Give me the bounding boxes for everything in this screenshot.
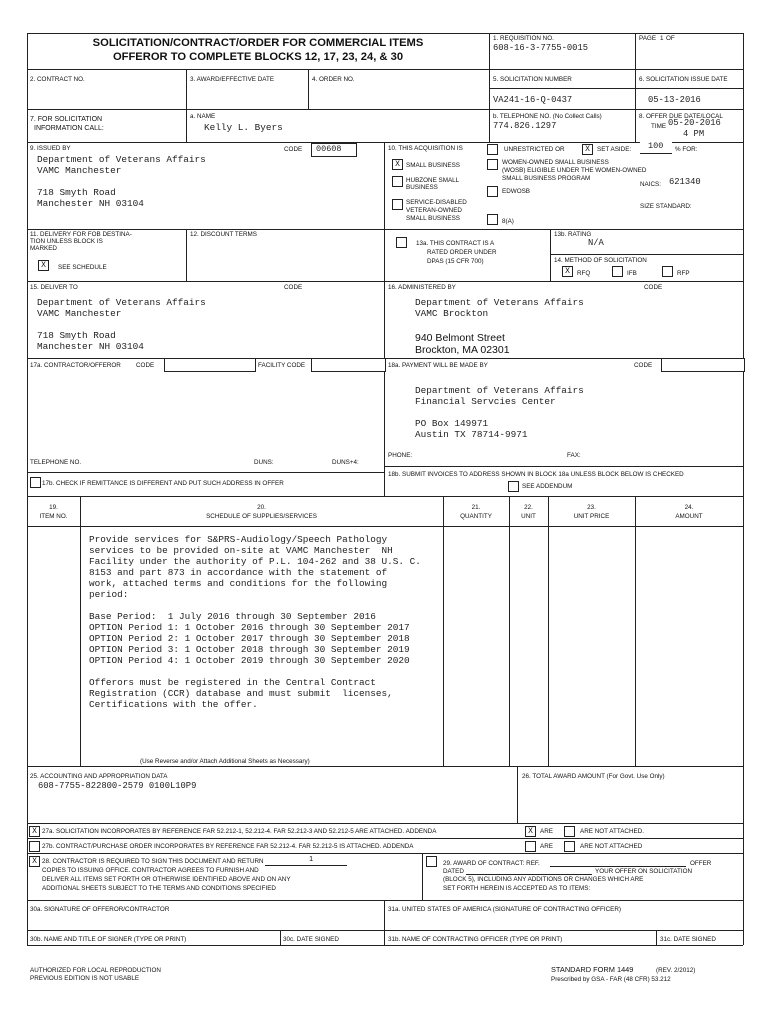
clause-28-checkbox[interactable]: X <box>29 856 40 867</box>
wosb-label-2: (WOSB) ELIGIBLE UNDER THE WOMEN-OWNED <box>502 167 647 174</box>
info-call-label-2: INFORMATION CALL: <box>34 125 104 132</box>
clause-28-copies[interactable]: 1 <box>309 854 314 863</box>
deliver-to-line-4: 718 Smyth Road <box>37 330 116 341</box>
wosb-checkbox[interactable] <box>487 159 498 170</box>
deliver-to-line-1: Department of Veterans Affairs <box>37 297 206 308</box>
sig-30a-label: 30a. SIGNATURE OF OFFEROR/CONTRACTOR <box>30 906 170 913</box>
prescribed-by: Prescribed by GSA - FAR (48 CFR) 53.212 <box>551 976 671 983</box>
rfq-label: RFQ <box>577 270 591 277</box>
deliver-to-line-5: Manchester NH 03104 <box>37 341 144 352</box>
clause-29-line3: (BLOCK 5), INCLUDING ANY ADDITIONS OR CHANGES WHICH ARE <box>443 876 644 883</box>
rfp-checkbox[interactable] <box>662 266 673 277</box>
col-unit-label: UNIT <box>521 513 536 520</box>
unrestricted-checkbox[interactable] <box>487 144 498 155</box>
payment-line-2: Financial Servcies Center <box>415 396 556 407</box>
schedule-line: services to be provided on-site at VAMC Manchester NH <box>89 545 393 556</box>
sig-30b-label: 30b. NAME AND TITLE OF SIGNER (TYPE OR PRINT) <box>30 936 187 943</box>
clause-28-line4: ADDITIONAL SHEETS SUBJECT TO THE TERMS AND CONDITIONS SPECIFIED <box>42 885 276 892</box>
requisition-label: 1. REQUISITION NO. <box>493 35 554 42</box>
solicitation-no-label: 5. SOLICITATION NUMBER <box>493 76 572 83</box>
clause-29-dated: DATED <box>443 868 464 875</box>
col-unit-num: 22. <box>524 504 533 511</box>
schedule-footnote: (Use Reverse and/or Attach Additional Sheets as Necessary) <box>140 758 310 765</box>
duns-label: DUNS: <box>254 459 274 466</box>
edwosb-label: EDWOSB <box>502 188 530 195</box>
27a-are-label: ARE <box>540 828 553 835</box>
requisition-value[interactable]: 608-16-3-7755-0015 <box>493 43 589 53</box>
unrestricted-label: UNRESTRICTED OR <box>504 146 565 153</box>
footer-left-line2: PREVIOUS EDITION IS NOT USABLE <box>30 975 140 982</box>
delivery-label-2: TION UNLESS BLOCK IS <box>30 238 103 245</box>
sdvosb-label-3: SMALL BUSINESS <box>406 215 461 222</box>
rated-order-checkbox[interactable] <box>396 237 407 248</box>
duns4-label: DUNS+4: <box>332 459 359 466</box>
schedule-line: Offerors must be registered in the Central Contract <box>89 677 376 688</box>
clause-28-line3: DELIVER ALL ITEMS SET FORTH OR OTHERWISE IDENTIFIED ABOVE AND ON ANY <box>42 876 291 883</box>
issued-by-line-1: Department of Veterans Affairs <box>37 154 206 165</box>
accounting-value[interactable]: 608-7755-822800-2579 0100L10P9 <box>38 781 197 791</box>
clause-27a-label: 27a. SOLICITATION INCORPORATES BY REFERENCE FAR 52.212-1, 52.212-4. FAR 52.212-3 AND 52.212-5 ARE ATTACHED. ADDENDA <box>42 828 437 835</box>
rfq-checkbox[interactable]: X <box>562 266 573 277</box>
contract-no-label: 2. CONTRACT NO. <box>30 76 85 83</box>
size-standard-label: SIZE STANDARD: <box>640 203 692 210</box>
27b-are-not-checkbox[interactable] <box>564 841 575 852</box>
schedule-line: period: <box>89 589 129 600</box>
solicitation-no-value[interactable]: VA241-16-Q-0437 <box>493 95 573 105</box>
form-title-line2: OFFEROR TO COMPLETE BLOCKS 12, 17, 23, 24, & 30 <box>112 51 404 63</box>
col-item-num: 19. <box>49 504 58 511</box>
col-schedule-num: 20. <box>257 504 266 511</box>
form-rev: (REV. 2/2012) <box>656 967 696 974</box>
acquisition-label: 10. THIS ACQUISITION IS <box>388 145 463 152</box>
page-of-label: OF <box>666 35 675 42</box>
award-date-label: 3. AWARD/EFFECTIVE DATE <box>190 76 275 83</box>
name-value[interactable]: Kelly L. Byers <box>204 122 283 133</box>
payment-code-field[interactable] <box>661 358 745 372</box>
schedule-line: work, attached terms and conditions for the following <box>89 578 388 589</box>
see-addendum-checkbox[interactable] <box>508 481 519 492</box>
clause-27b-label: 27b. CONTRACT/PURCHASE ORDER INCORPORATES BY REFERENCE FAR 52.212-4. FAR 52.212-5 IS ATTACHED. ADDENDA <box>42 843 414 850</box>
form-title <box>30 36 486 64</box>
schedule-line: Certifications with the offer. <box>89 699 258 710</box>
naics-value[interactable]: 621340 <box>669 177 701 187</box>
clause-29-offer: OFFER <box>690 860 712 867</box>
edwosb-checkbox[interactable] <box>487 186 498 197</box>
27a-are-checkbox[interactable]: X <box>525 826 536 837</box>
naics-label: NAICS: <box>640 181 661 188</box>
27a-are-not-label: ARE NOT ATTACHED. <box>580 828 645 835</box>
schedule-line: OPTION Period 4: 1 October 2019 through 30 September 2020 <box>89 655 410 666</box>
eight-a-checkbox[interactable] <box>487 214 498 225</box>
offer-due-time-label: TIME <box>651 123 667 130</box>
issue-date-value[interactable]: 05-13-2016 <box>648 95 701 105</box>
27a-are-not-checkbox[interactable] <box>564 826 575 837</box>
sig-30c-label: 30c. DATE SIGNED <box>283 936 339 943</box>
27b-are-checkbox[interactable] <box>525 841 536 852</box>
telephone-label: TELEPHONE NO. <box>30 459 82 466</box>
wosb-label-3: SMALL BUSINESS PROGRAM <box>502 175 591 182</box>
page-value[interactable]: 1 <box>660 35 664 42</box>
sdvosb-label-2: VETERAN-OWNED <box>406 207 462 214</box>
rating-label: 13b. RATING <box>554 231 592 238</box>
set-aside-checkbox[interactable]: X <box>582 144 593 155</box>
rfp-label: RFP <box>677 270 690 277</box>
rated-order-label-1: 13a. THIS CONTRACT IS A <box>416 240 495 247</box>
schedule-line: Provide services for S&PRS-Audiology/Speech Pathology <box>89 534 388 545</box>
ifb-label: IFB <box>627 270 637 277</box>
discount-terms-label: 12. DISCOUNT TERMS <box>190 231 257 238</box>
see-addendum-label: SEE ADDENDUM <box>522 483 573 490</box>
schedule-line: Facility under the authority of P.L. 104-262 and 38 U.S. C. <box>89 556 421 567</box>
col-unit-price-num: 23. <box>587 504 596 511</box>
deliver-to-label: 15. DELIVER TO <box>30 284 78 291</box>
payment-fax-label: FAX: <box>567 452 581 459</box>
hubzone-label-2: BUSINESS <box>406 184 438 191</box>
schedule-line: OPTION Period 3: 1 October 2018 through 30 September 2019 <box>89 644 410 655</box>
administered-by-label: 16. ADMINISTERED BY <box>388 284 456 291</box>
sig-31c-label: 31c. DATE SIGNED <box>660 936 716 943</box>
delivery-label-1: 11. DELIVERY FOR FOB DESTINA- <box>30 231 132 238</box>
small-business-checkbox[interactable]: X <box>392 159 403 170</box>
pct-for-label: % FOR: <box>675 146 698 153</box>
administered-by-code-label: CODE <box>644 284 663 291</box>
payment-code-label: CODE <box>634 362 653 369</box>
rating-value[interactable]: N/A <box>588 238 604 248</box>
wosb-label-1: WOMEN-OWNED SMALL BUSINESS <box>502 159 609 166</box>
deliver-to-line-2: VAMC Manchester <box>37 308 122 319</box>
set-aside-pct-value: 100 <box>648 141 664 151</box>
set-aside-label: SET ASIDE: <box>597 146 632 153</box>
administered-by-line-2: VAMC Brockton <box>415 308 489 319</box>
remittance-checkbox[interactable] <box>30 477 41 488</box>
issued-by-line-4: 718 Smyth Road <box>37 187 116 198</box>
sig-31a-label: 31a. UNITED STATES OF AMERICA (SIGNATURE OF CONTRACTING OFFICER) <box>388 906 622 913</box>
col-amount-label: AMOUNT <box>675 513 703 520</box>
see-schedule-label: SEE SCHEDULE <box>58 264 107 271</box>
administered-by-line-1: Department of Veterans Affairs <box>415 297 584 308</box>
issue-date-label: 6. SOLICITATION ISSUE DATE <box>639 76 728 83</box>
info-call-label-1: 7. FOR SOLICITATION <box>30 116 103 123</box>
deliver-to-code-label: CODE <box>284 284 303 291</box>
col-amount-num: 24. <box>684 504 694 511</box>
clause-27b-checkbox[interactable] <box>29 841 40 852</box>
accounting-label: 25. ACCOUNTING AND APPROPRIATION DATA <box>30 773 168 780</box>
col-schedule-label: SCHEDULE OF SUPPLIES/SERVICES <box>206 513 317 520</box>
form-title-line1: SOLICITATION/CONTRACT/ORDER FOR COMMERCIAL ITEMS <box>92 37 424 49</box>
offer-due-date-value[interactable]: 05-20-2016 <box>668 118 721 128</box>
phone-label: b. TELEPHONE NO. (No Collect Calls) <box>493 113 602 120</box>
administered-by-city: Brockton, MA 02301 <box>415 344 510 356</box>
eight-a-label: 8(A) <box>502 218 514 225</box>
clause-29-line1: 29. AWARD OF CONTRACT: REF. <box>443 860 540 867</box>
hubzone-label-1: HUBZONE SMALL <box>406 177 460 184</box>
see-schedule-checkbox[interactable]: X <box>38 260 49 271</box>
27b-are-label: ARE <box>540 843 553 850</box>
offer-due-time-value[interactable]: 4 PM <box>683 129 705 139</box>
schedule-line: OPTION Period 2: 1 October 2017 through 30 September 2018 <box>89 633 410 644</box>
payment-line-4: PO Box 149971 <box>415 418 489 429</box>
phone-value[interactable]: 774.826.1297 <box>493 121 557 131</box>
sdvosb-checkbox[interactable] <box>392 199 403 210</box>
contractor-code-label: CODE <box>136 362 155 369</box>
schedule-line: OPTION Period 1: 1 October 2016 through 30 September 2017 <box>89 622 410 633</box>
issued-by-code-value: 00608 <box>316 144 342 154</box>
issued-by-line-2: VAMC Manchester <box>37 165 122 176</box>
small-business-label: SMALL BUSINESS <box>406 162 461 169</box>
ifb-checkbox[interactable] <box>612 266 623 277</box>
hubzone-checkbox[interactable] <box>392 176 403 187</box>
clause-28-line1: 28. CONTRACTOR IS REQUIRED TO SIGN THIS DOCUMENT AND RETURN <box>42 858 264 865</box>
clause-28-line2: COPIES TO ISSUING OFFICE. CONTRACTOR AGREES TO FURNISH AND <box>42 867 259 874</box>
delivery-label-3: MARKED <box>30 245 57 252</box>
schedule-line: Registration (CCR) database and must submit licenses, <box>89 688 393 699</box>
col-unit-price-label: UNIT PRICE <box>573 513 610 520</box>
facility-code-label: FACILITY CODE <box>258 362 306 369</box>
page-label: PAGE <box>639 35 657 42</box>
col-quantity-label: QUANTITY <box>460 513 492 520</box>
remittance-label: 17b. CHECK IF REMITTANCE IS DIFFERENT AND PUT SUCH ADDRESS IN OFFER <box>42 480 284 487</box>
contractor-label: 17a. CONTRACTOR/OFFEROR <box>30 362 121 369</box>
method-label: 14. METHOD OF SOLICITATION <box>554 257 647 264</box>
clause-27a-checkbox[interactable]: X <box>29 826 40 837</box>
footer-left-line1: AUTHORIZED FOR LOCAL REPRODUCTION <box>30 967 161 974</box>
clause-29-your-offer: YOUR OFFER ON SOLICITATION <box>595 868 693 875</box>
rated-order-label-2: RATED ORDER UNDER <box>427 249 497 256</box>
sig-31b-label: 31b. NAME OF CONTRACTING OFFICER (TYPE OR PRINT) <box>388 936 563 943</box>
submit-invoices-label: 18b. SUBMIT INVOICES TO ADDRESS SHOWN IN BLOCK 18a UNLESS BLOCK BELOW IS CHECKED <box>388 471 684 478</box>
payment-line-1: Department of Veterans Affairs <box>415 385 584 396</box>
rated-order-label-3: DPAS (15 CFR 700) <box>427 258 484 265</box>
schedule-line: Base Period: 1 July 2016 through 30 September 2016 <box>89 611 376 622</box>
clause-29-checkbox[interactable] <box>426 856 437 867</box>
order-no-label: 4. ORDER NO. <box>312 76 355 83</box>
name-label: a. NAME <box>190 113 216 120</box>
issued-by-line-5: Manchester NH 03104 <box>37 198 144 209</box>
offer-due-label: 8. OFFER DUE DATE/LOCAL <box>639 113 723 120</box>
payment-line-5: Austin TX 78714-9971 <box>415 429 528 440</box>
col-quantity-num: 21. <box>471 504 481 511</box>
schedule-line: 8153 and part 873 in accordance with the statement of <box>89 567 388 578</box>
27b-are-not-label: ARE NOT ATTACHED <box>580 843 643 850</box>
clause-29-line4: SET FORTH HEREIN IS ACCEPTED AS TO ITEMS: <box>443 885 591 892</box>
col-item-label: ITEM NO. <box>39 513 68 520</box>
contractor-code-field[interactable] <box>164 358 256 372</box>
issued-by-code-label: CODE <box>284 146 303 153</box>
issued-by-label: 9. ISSUED BY <box>30 145 71 152</box>
payment-phone-label: PHONE: <box>388 452 413 459</box>
payment-label: 18a. PAYMENT WILL BE MADE BY <box>388 362 488 369</box>
total-award-label: 26. TOTAL AWARD AMOUNT (For Govt. Use Only) <box>522 773 665 780</box>
sdvosb-label-1: SERVICE-DISABLED <box>406 199 467 206</box>
facility-code-field[interactable] <box>311 358 386 372</box>
form-name: STANDARD FORM 1449 <box>551 965 634 974</box>
administered-by-street: 940 Belmont Street <box>415 332 505 344</box>
